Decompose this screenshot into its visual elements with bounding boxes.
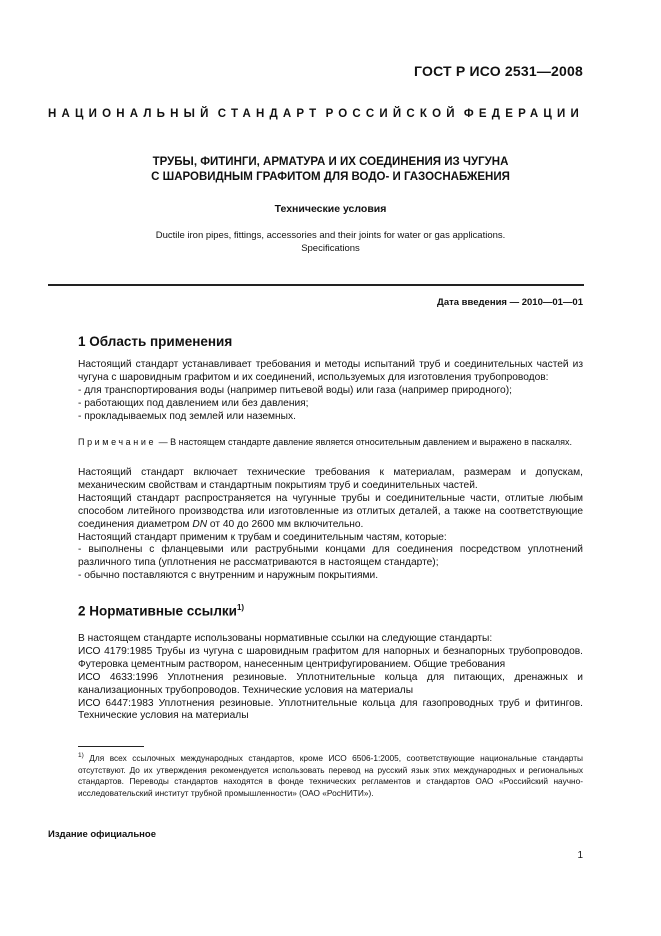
paragraph-text: Настоящий стандарт устанавливает требования и методы испытаний труб и соединительных частей из чугуна с шаровидным графитом и их соединений, используемых для изготовления трубопроводов: [78, 359, 583, 383]
dn-symbol: DN [192, 518, 208, 530]
paragraph-text: от 40 до 2600 мм включительно. [207, 518, 364, 530]
paragraph [78, 359, 583, 385]
footnote-reference: 1) [236, 603, 245, 612]
title-line: С ШАРОВИДНЫМ ГРАФИТОМ ДЛЯ ВОДО- И ГАЗОСНАБЖЕНИЯ [151, 171, 510, 183]
banner-word: РОССИЙСКОЙ [325, 108, 460, 120]
footnote-divider [78, 746, 144, 747]
list-item: - обычно поставляются с внутренним и наружным покрытиями. [78, 570, 379, 582]
note [78, 437, 583, 449]
list-item: - для транспортирования воды (например питьевой воды) или газа (например природного); [78, 384, 512, 396]
section-1-body-bottom [78, 467, 583, 583]
reference-item: ИСО 4179:1985 Трубы из чугуна с шаровидным графитом для напорных и безнапорных трубопроводов. Футеровка цементным раствором, нанесенным центрифугированием. Общие требования [78, 645, 583, 670]
english-title [78, 230, 583, 255]
document-subtitle: Технические условия [274, 203, 387, 215]
page-number: 1 [577, 850, 583, 861]
banner-word: СТАНДАРТ [217, 108, 322, 120]
section-2-body [78, 633, 583, 723]
paragraph: В настоящем стандарте использованы нормативные ссылки на следующие стандарты: [78, 633, 493, 644]
english-title-line: Specifications [301, 242, 360, 254]
paragraph: Настоящий стандарт включает технические требования к материалам, размерам и допускам, механическим свойствам и стандартным покрытиям труб и соединительных частей. [78, 467, 583, 491]
section-1-heading: 1 Область применения [78, 334, 233, 349]
section-2-heading [78, 603, 244, 619]
english-title-line: Ductile iron pipes, fittings, accessories and their joints for water or gas applications. [155, 230, 506, 241]
title-divider [48, 284, 584, 286]
title-line: ТРУБЫ, ФИТИНГИ, АРМАТУРА И ИХ СОЕДИНЕНИЯ ИЗ ЧУГУНА [152, 156, 509, 168]
document-code: ГОСТ Р ИСО 2531—2008 [414, 63, 583, 79]
list-item: - прокладываемых под землей или наземных. [78, 410, 296, 422]
note-text: — В настоящем стандарте давление является относительным давлением и выражено в паскалях. [156, 437, 573, 447]
section-1-body-top [78, 359, 583, 424]
banner-word: ФЕДЕРАЦИИ [463, 108, 584, 120]
paragraph-text: Настоящий стандарт распространяется на чугунные трубы и соединительные части, отлитые любым способом литейного производства или изготовленные из отлитых деталей, а также на соответствующие соединения диаметром [78, 492, 583, 530]
document-title [78, 155, 583, 185]
section-2-heading-text: 2 Нормативные ссылки [78, 603, 237, 619]
paragraph [78, 493, 583, 532]
footnote-marker: 1) [78, 752, 84, 759]
introduction-date: Дата введения — 2010—01—01 [437, 297, 583, 308]
reference-item: ИСО 6447:1983 Уплотнения резиновые. Уплотнительные кольца для газопроводных труб и фитингов. Технические условия на материалы [78, 697, 583, 722]
footnote [78, 750, 583, 800]
list-item: - работающих под давлением или без давления; [78, 397, 309, 409]
official-edition-label: Издание официальное [48, 829, 156, 840]
paragraph: Настоящий стандарт применим к трубам и соединительным частям, которые: [78, 531, 447, 543]
national-standard-banner [48, 108, 584, 120]
reference-item: ИСО 4633:1996 Уплотнения резиновые. Уплотнительные кольца для питающих, дренажных и канализационных трубопроводов. Технические условия на материалы [78, 671, 583, 696]
list-item: - выполнены с фланцевыми или раструбными концами для соединения посредством уплотнений различного типа (уплотнения не рассматриваются в настоящем стандарте); [78, 544, 583, 569]
banner-word: НАЦИОНАЛЬНЫЙ [48, 108, 214, 120]
note-label: Примечание [78, 437, 157, 447]
footnote-text: Для всех ссылочных международных стандартов, кроме ИСО 6506-1:2005, соответствующие национальные стандарты отсутствуют. До их утверждения рекомендуется использовать перевод на русский язык этих международных и региональных стандартов. Переводы стандартов находятся в фонде технических регламентов и стандартов ОАО «Российский научно-исследовательский институт трубной промышленности» (ОАО «РосНИТИ»). [78, 752, 583, 799]
